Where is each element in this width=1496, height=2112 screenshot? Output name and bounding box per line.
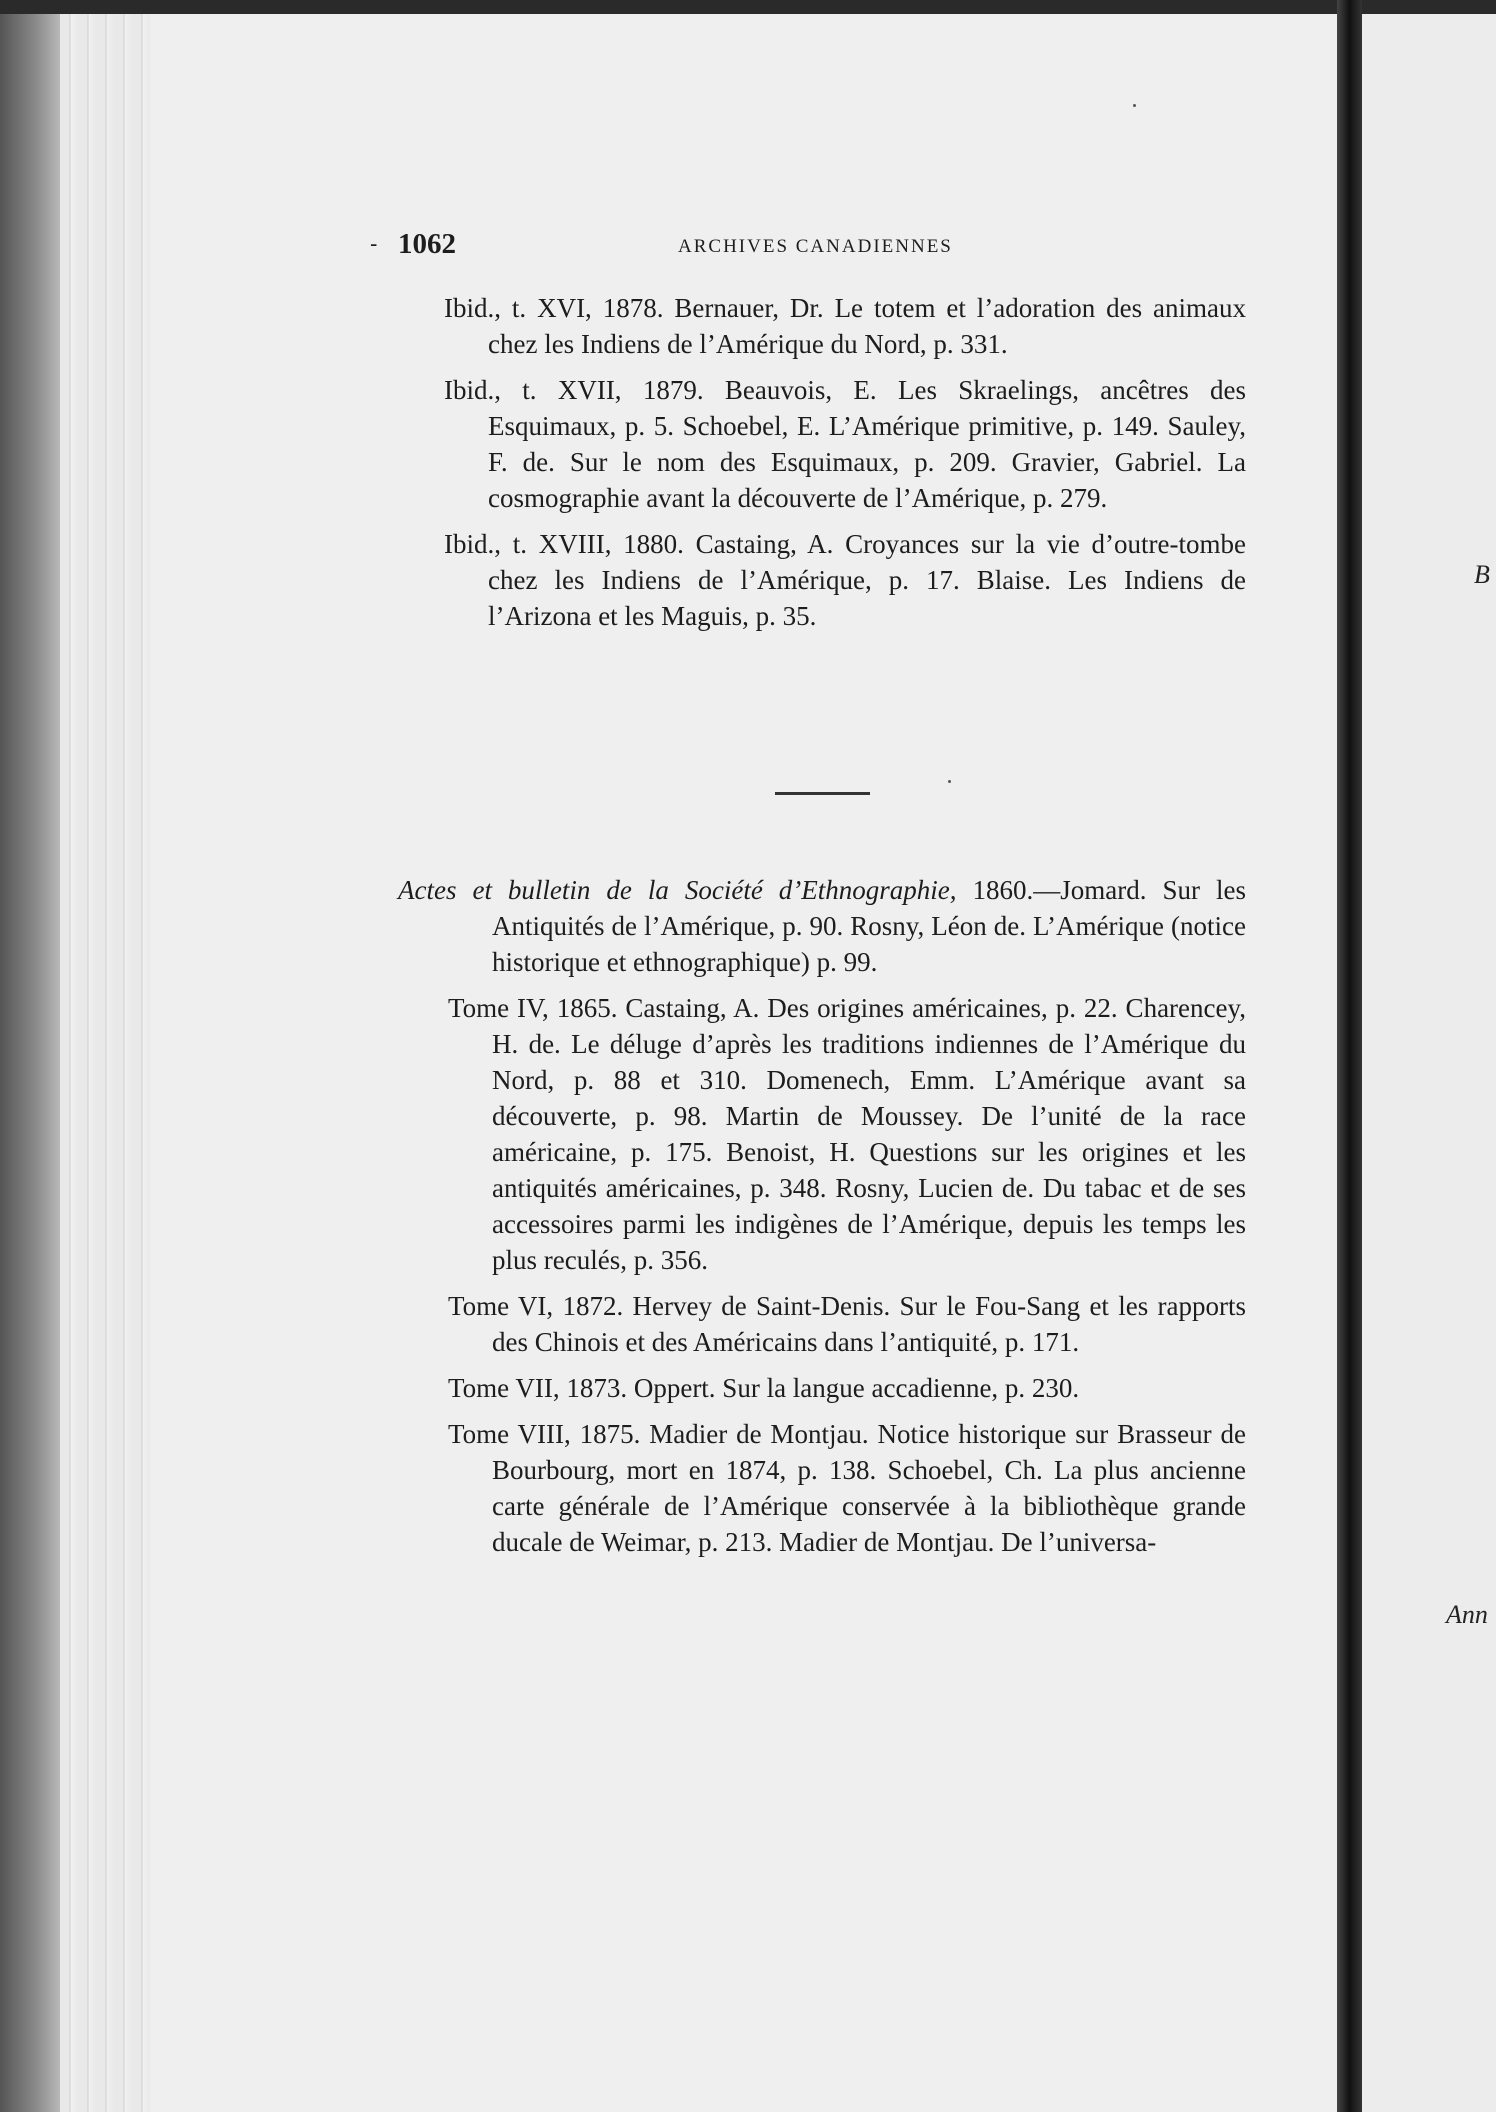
scan-speck — [1133, 104, 1136, 107]
facing-page-fragment-top: B — [1474, 560, 1490, 589]
book-gutter — [1337, 0, 1362, 2112]
section-divider — [775, 792, 870, 795]
bibliography-section-1 — [444, 290, 1246, 634]
facing-page-fragment-bottom: Ann — [1446, 1600, 1488, 1629]
bibliography-entry: Tome VII, 1873. Oppert. Sur la langue accadienne, p. 230. — [448, 1373, 1080, 1403]
facing-page — [1362, 14, 1496, 2112]
running-title: ARCHIVES CANADIENNES — [678, 236, 953, 257]
page-stack-edge — [60, 14, 150, 2112]
journal-heading-entry — [398, 872, 1246, 980]
page-number: 1062 — [398, 228, 456, 260]
bibliography-entry: Ibid., t. XVII, 1879. Beauvois, E. Les Skraelings, ancêtres des Esquimaux, p. 5. Schoebel, E. L’Amérique primitive, p. 149. Sauley, F. de. Sur le nom des Esquimaux, p. 209. Gravier, Gabriel. La cosmographie avant la découverte de l’Amérique, p. 279. — [444, 375, 1246, 513]
journal-title: Actes et bulletin de la Société d’Ethnographie, — [398, 875, 957, 905]
journal-heading-text: 1860.—Jomard. Sur les Antiquités de l’Amérique, p. 90. Rosny, Léon de. L’Amérique (notice historique et ethnographique) p. 99. — [492, 875, 1246, 977]
bibliography-entry: Tome VI, 1872. Hervey de Saint-Denis. Sur le Fou-Sang et les rapports des Chinois et des Américains dans l’antiquité, p. 171. — [448, 1291, 1246, 1357]
margin-mark: - — [370, 232, 378, 257]
bibliography-entry: Tome VIII, 1875. Madier de Montjau. Notice historique sur Brasseur de Bourbourg, mort en 1874, p. 138. Schoebel, Ch. La plus ancienne carte générale de l’Amérique conservée à la bibliothèque grande ducale de Weimar, p. 213. Madier de Montjau. De l’universa- — [448, 1419, 1246, 1557]
bibliography-entry: Ibid., t. XVIII, 1880. Castaing, A. Croyances sur la vie d’outre-tombe chez les Indiens de l’Amérique, p. 17. Blaise. Les Indiens de l’Arizona et les Maguis, p. 35. — [444, 529, 1246, 631]
bibliography-section-2 — [398, 872, 1246, 1560]
bibliography-entry: Ibid., t. XVI, 1878. Bernauer, Dr. Le totem et l’adoration des animaux chez les Indiens de l’Amérique du Nord, p. 331. — [444, 293, 1246, 359]
scan-top-edge — [0, 0, 1496, 14]
scan-speck — [948, 780, 951, 783]
scan-left-shadow — [0, 14, 60, 2112]
bibliography-entry: Tome IV, 1865. Castaing, A. Des origines américaines, p. 22. Charencey, H. de. Le déluge d’après les traditions indiennes de l’Amérique du Nord, p. 88 et 310. Domenech, Emm. L’Amérique avant sa découverte, p. 98. Martin de Moussey. De l’unité de la race américaine, p. 175. Benoist, H. Questions sur les origines et les antiquités américaines, p. 348. Rosny, Lucien de. Du tabac et de ses accessoires parmi les indigènes de l’Amérique, depuis les temps les plus reculés, p. 356. — [448, 993, 1246, 1275]
